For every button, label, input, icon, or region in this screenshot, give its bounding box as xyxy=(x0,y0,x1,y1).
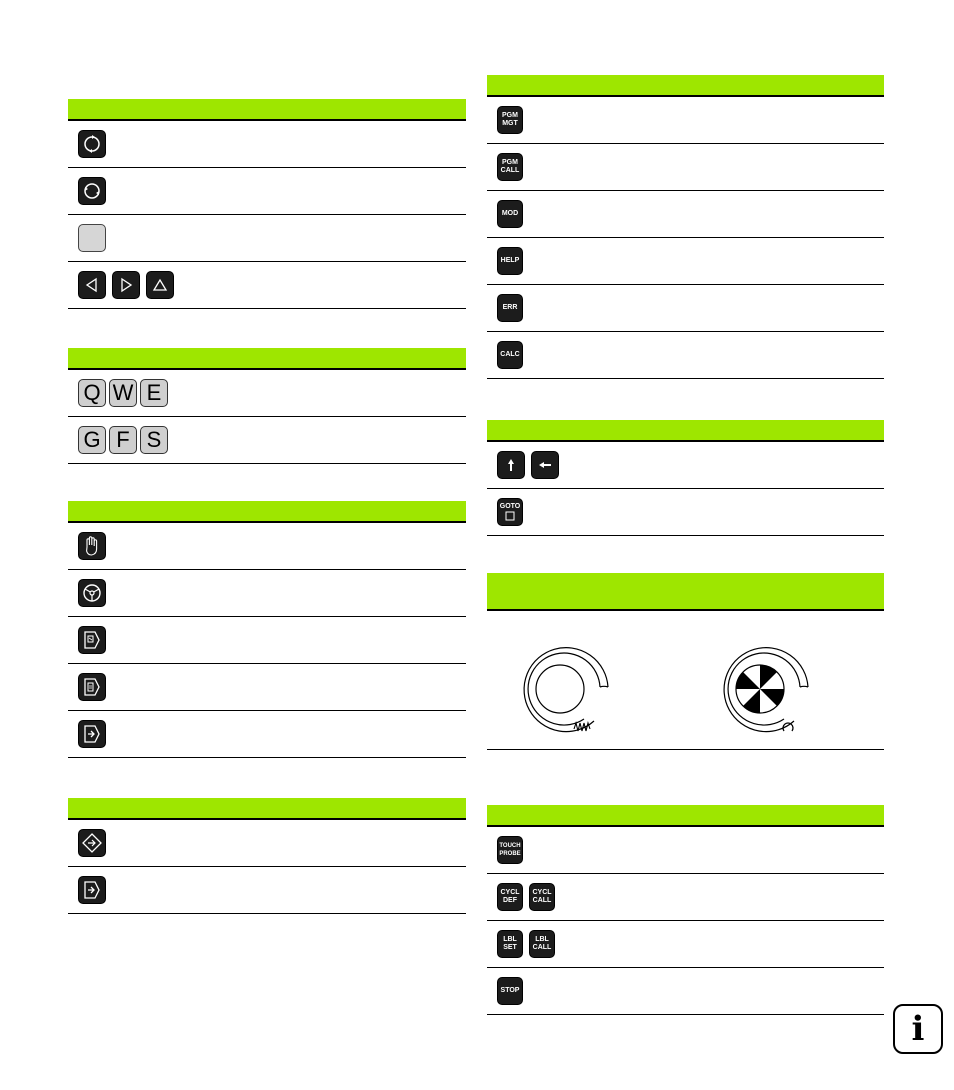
section-cycles-subprograms xyxy=(487,805,884,1015)
pgm-call-label: PGM CALL xyxy=(500,159,520,174)
row-cycle-key xyxy=(68,121,466,168)
row-test-run xyxy=(68,867,466,914)
calc-key[interactable] xyxy=(497,341,523,369)
cycl-call-key[interactable] xyxy=(529,883,555,911)
positioning-icon[interactable] xyxy=(78,829,106,857)
stop-label: STOP xyxy=(500,987,520,994)
test-run-icon[interactable] xyxy=(78,876,106,904)
mod-label: MOD xyxy=(501,210,519,217)
section-navigation-keys xyxy=(487,420,884,536)
row-goto xyxy=(487,489,884,536)
section-header xyxy=(487,75,884,97)
cycl-def-label: CYCL DEF xyxy=(500,889,520,904)
row-cycle-reverse-key xyxy=(68,168,466,215)
letter-key-w[interactable]: W xyxy=(109,379,137,407)
lbl-call-key[interactable] xyxy=(529,930,555,958)
row-calc xyxy=(487,332,884,379)
section-machine-modes xyxy=(68,501,466,758)
help-key[interactable] xyxy=(497,247,523,275)
section-program-navigation xyxy=(68,99,466,309)
letter-key-q[interactable]: Q xyxy=(78,379,106,407)
mod-key[interactable] xyxy=(497,200,523,228)
row-manual-operation xyxy=(68,523,466,570)
row-lbl xyxy=(487,921,884,968)
row-err xyxy=(487,285,884,332)
info-icon xyxy=(893,1004,943,1054)
err-key[interactable] xyxy=(497,294,523,322)
blank-key-icon[interactable] xyxy=(78,224,106,252)
section-header xyxy=(487,805,884,827)
help-label: HELP xyxy=(500,257,520,264)
row-positioning xyxy=(68,820,466,867)
cycle-icon[interactable] xyxy=(78,130,106,158)
hand-icon[interactable] xyxy=(78,532,106,560)
program-run-full-icon[interactable] xyxy=(78,720,106,748)
arrow-right-icon[interactable] xyxy=(112,271,140,299)
row-cycl xyxy=(487,874,884,921)
touch-probe-key[interactable] xyxy=(497,836,523,864)
section-header xyxy=(68,501,466,523)
lbl-set-label: LBL SET xyxy=(503,936,517,951)
handwheel-icon[interactable] xyxy=(78,579,106,607)
arrow-up-icon[interactable] xyxy=(146,271,174,299)
row-mod xyxy=(487,191,884,238)
goto-key[interactable] xyxy=(497,498,523,526)
knob-row xyxy=(487,611,884,750)
goto-label: GOTO xyxy=(499,503,521,510)
row-program-run-full xyxy=(68,711,466,758)
arrow-left-icon[interactable] xyxy=(78,271,106,299)
touch-probe-label: TOUCH PROBE xyxy=(499,843,521,857)
row-help xyxy=(487,238,884,285)
info-badge-label: i xyxy=(911,1009,925,1049)
section-programming-modes xyxy=(68,798,466,914)
section-override-knobs xyxy=(487,573,884,750)
row-letters-1 xyxy=(68,370,466,417)
row-touch-probe xyxy=(487,827,884,874)
row-blank-key xyxy=(68,215,466,262)
row-pgm-mgt xyxy=(487,97,884,144)
section-program-management xyxy=(487,75,884,379)
row-arrow-keys xyxy=(68,262,466,309)
err-label: ERR xyxy=(502,304,518,311)
section-header xyxy=(487,420,884,442)
lbl-set-key[interactable] xyxy=(497,930,523,958)
pgm-mgt-label: PGM MGT xyxy=(502,112,518,127)
row-program-run xyxy=(68,664,466,711)
arrow-left-small-icon[interactable] xyxy=(531,451,559,479)
row-pgm-call xyxy=(487,144,884,191)
row-cursor-keys xyxy=(487,442,884,489)
stop-key[interactable] xyxy=(497,977,523,1005)
calc-label: CALC xyxy=(500,351,520,358)
letter-key-f[interactable]: F xyxy=(109,426,137,454)
row-single-block xyxy=(68,617,466,664)
goto-box-icon xyxy=(505,511,515,521)
section-letter-keys xyxy=(68,348,466,464)
row-handwheel xyxy=(68,570,466,617)
section-header xyxy=(487,573,884,611)
row-letters-2 xyxy=(68,417,466,464)
letter-key-g[interactable]: G xyxy=(78,426,106,454)
section-header xyxy=(68,348,466,370)
spindle-override-knob-icon[interactable] xyxy=(712,639,822,739)
cycle-reverse-icon[interactable] xyxy=(78,177,106,205)
pgm-mgt-key[interactable] xyxy=(497,106,523,134)
program-run-icon[interactable] xyxy=(78,673,106,701)
row-stop xyxy=(487,968,884,1015)
cycl-def-key[interactable] xyxy=(497,883,523,911)
cycl-call-label: CYCL CALL xyxy=(532,889,552,904)
letter-key-s[interactable]: S xyxy=(140,426,168,454)
pgm-call-key[interactable] xyxy=(497,153,523,181)
feed-override-knob-icon[interactable] xyxy=(512,639,622,739)
letter-key-e[interactable]: E xyxy=(140,379,168,407)
section-header xyxy=(68,798,466,820)
single-block-icon[interactable] xyxy=(78,626,106,654)
section-header xyxy=(68,99,466,121)
lbl-call-label: LBL CALL xyxy=(532,936,552,951)
arrow-up-small-icon[interactable] xyxy=(497,451,525,479)
